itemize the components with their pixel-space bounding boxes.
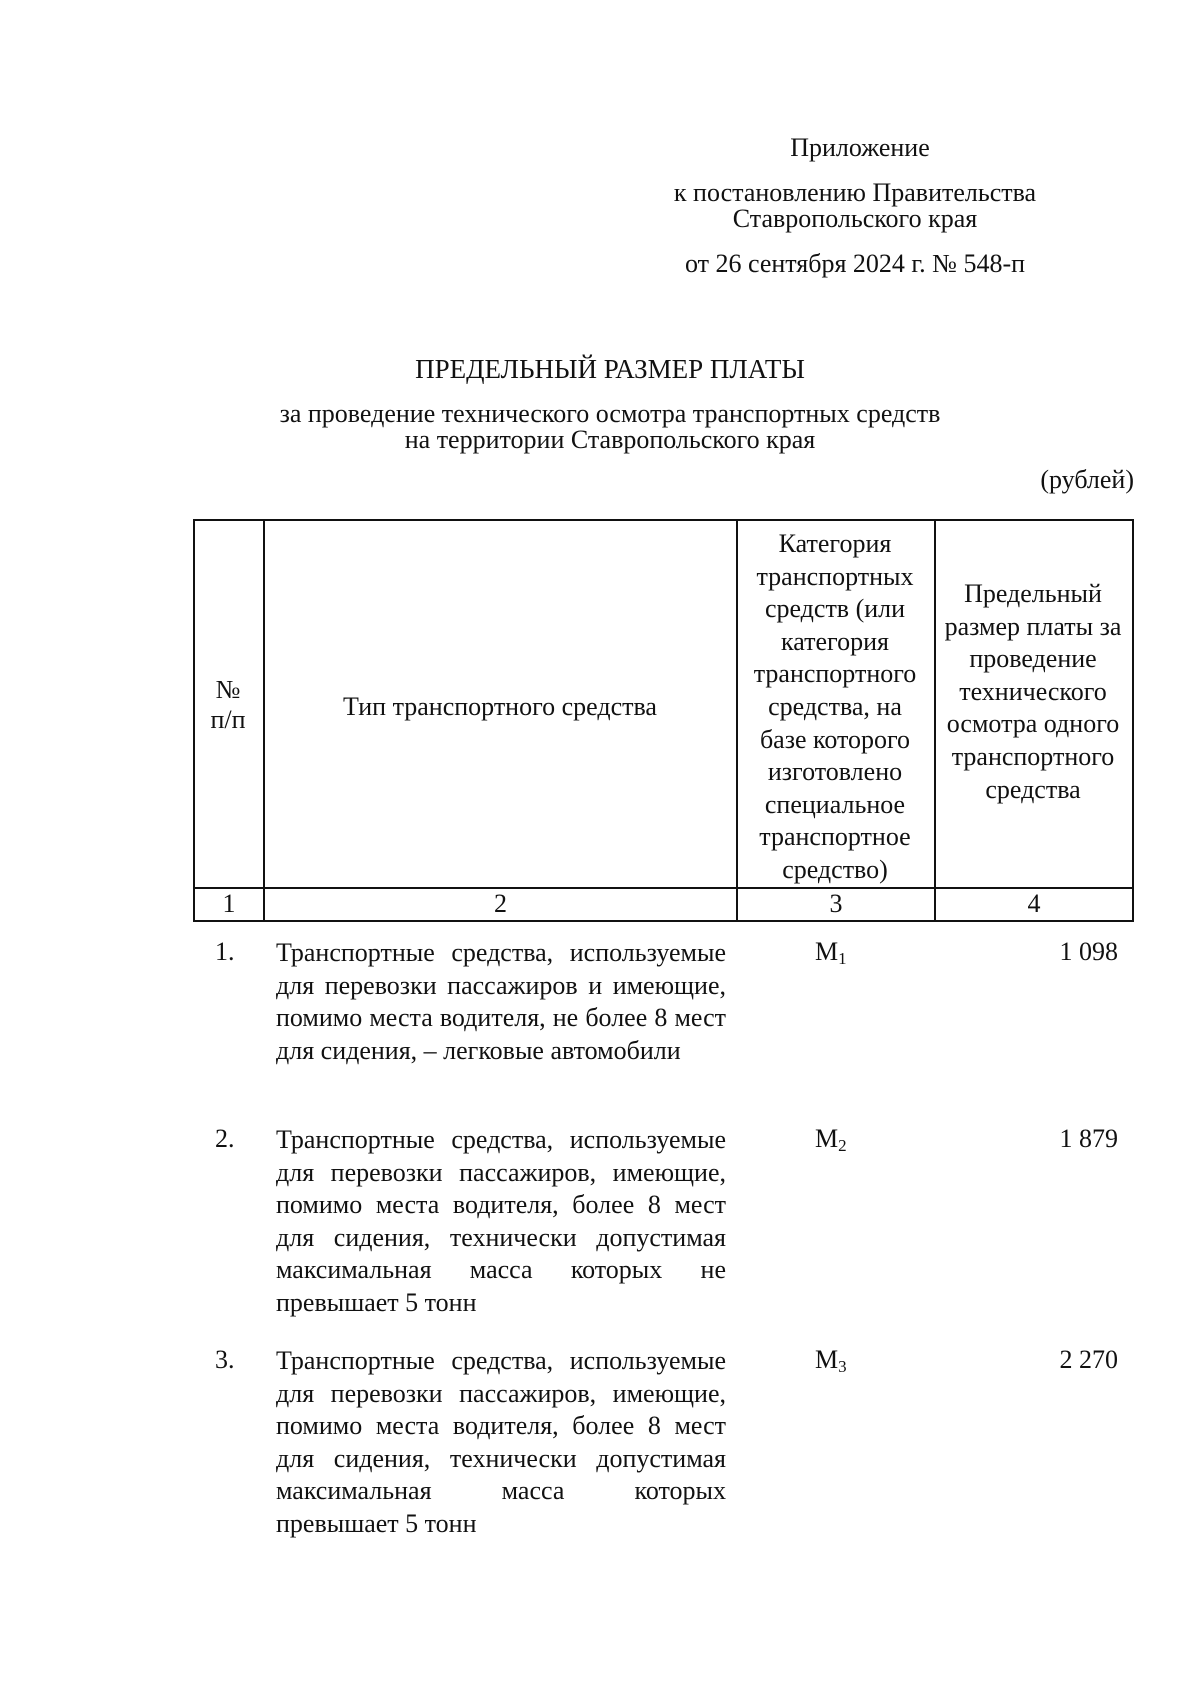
table-col-divider-2 <box>736 519 738 922</box>
row-2-num: 2. <box>215 1124 235 1153</box>
appendix-date: от 26 сентября 2024 г. № 548-п <box>684 249 1026 278</box>
table-bottom-border <box>193 920 1134 922</box>
row-3-desc: Транспортные средства, используемые для перевозки пассажиров, имеющие, помимо места водителя, более 8 мест для сидения, технически допустимая максимальная масса которых превышает 5 тонн <box>276 1346 726 1538</box>
row-1-num: 1. <box>215 937 235 966</box>
row-3-price: 2 270 <box>1059 1345 1118 1374</box>
header-price: Предельный размер платы за проведение технического осмотра одного транспортного средства <box>944 579 1122 804</box>
unit-label: (рублей) <box>1040 465 1134 494</box>
header-type: Тип транспортного средства <box>343 692 657 721</box>
col-number-4: 4 <box>1027 889 1041 918</box>
row-1-category: $M_1$ <box>815 937 847 968</box>
row-1-price: 1 098 <box>1059 937 1118 966</box>
col-number-2: 2 <box>494 889 507 918</box>
subtitle-line1: за проведение технического осмотра транспортных средств <box>279 399 941 428</box>
appendix-line2: Ставропольского края <box>732 204 978 233</box>
row-2-desc: Транспортные средства, используемые для перевозки пассажиров, имеющие, помимо места водителя, более 8 мест для сидения, технически допустимая максимальная масса которых не превышает 5 тонн <box>276 1125 726 1317</box>
row-1-desc: Транспортные средства, используемые для перевозки пассажиров и имеющие, помимо места водителя, не более 8 мест для сидения, – легковые автомобили <box>276 938 726 1065</box>
table-col-divider-1 <box>263 519 265 922</box>
appendix-line1: к постановлению Правительства <box>673 178 1037 207</box>
row-2-category: $M_2$ <box>815 1124 847 1155</box>
table-right-border <box>1132 519 1134 922</box>
table-top-border <box>193 519 1134 521</box>
col-number-1: 1 <box>222 889 236 918</box>
appendix-title: Приложение <box>790 133 930 162</box>
table-left-border <box>193 519 195 922</box>
row-2-price: 1 879 <box>1059 1124 1118 1153</box>
header-category: Категория транспортных средств (или категория транспортного средства, на базе которого изготовлено специальное транспортное средство) <box>753 529 917 884</box>
page-title: ПРЕДЕЛЬНЫЙ РАЗМЕР ПЛАТЫ <box>415 354 805 384</box>
row-3-num: 3. <box>215 1345 235 1374</box>
table-col-divider-3 <box>934 519 936 922</box>
col-number-3: 3 <box>829 889 843 918</box>
header-num: № п/п <box>210 675 246 734</box>
row-3-category: $M_3$ <box>815 1345 847 1376</box>
subtitle-line2: на территории Ставропольского края <box>404 425 816 454</box>
